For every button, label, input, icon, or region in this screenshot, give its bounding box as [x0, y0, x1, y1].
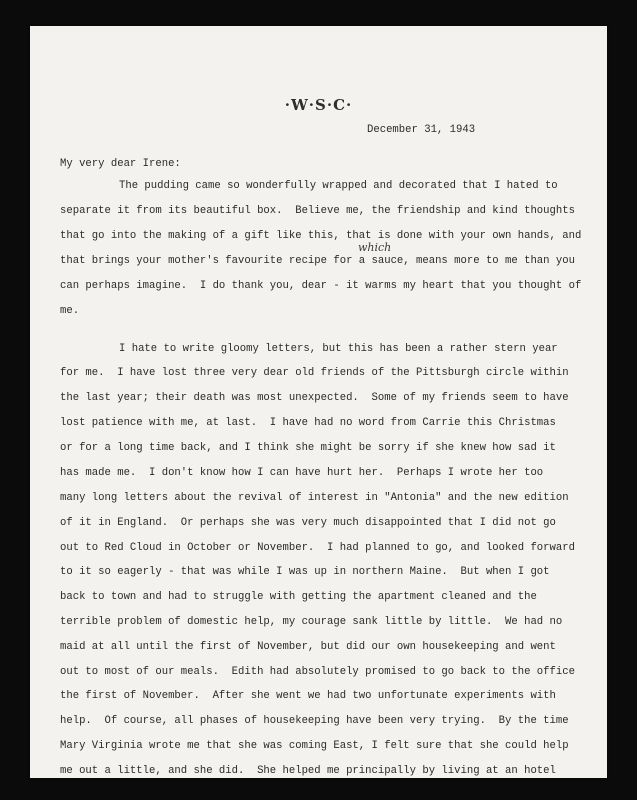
letter-line: me.	[60, 305, 80, 317]
letter-line: out to Red Cloud in October or November. I had planned to go, and looked forward	[60, 542, 575, 554]
letter-line: many long letters about the revival of interest in "Antonia" and the new edition	[60, 492, 569, 504]
letter-line: for me. I have lost three very dear old friends of the Pittsburgh circle within	[60, 367, 569, 379]
letter-page	[30, 26, 607, 778]
letter-line: to it so eagerly - that was while I was up in northern Maine. But when I got	[60, 566, 550, 578]
letter-line: of it in England. Or perhaps she was very much disappointed that I did not go	[60, 517, 556, 529]
letter-date: December 31, 1943	[367, 124, 476, 136]
letter-line: lost patience with me, at last. I have had no word from Carrie this Christmas	[60, 417, 556, 429]
letter-line: Mary Virginia wrote me that she was coming East, I felt sure that she could help	[60, 740, 569, 752]
letter-line: back to town and had to struggle with getting the apartment cleaned and the	[60, 591, 537, 603]
letter-line: that brings your mother's favourite recipe for a sauce, means more to me than you	[60, 255, 575, 267]
letter-line: maid at all until the first of November, but did our own housekeeping and went	[60, 641, 556, 653]
letter-line: me out a little, and she did. She helped me principally by living at an hotel	[60, 765, 556, 777]
letter-line: I hate to write gloomy letters, but this has been a rather stern year	[119, 343, 558, 355]
letter-line: the first of November. After she went we had two unfortunate experiments with	[60, 690, 556, 702]
letter-line: out to most of our meals. Edith had absolutely promised to go back to the office	[60, 666, 575, 678]
salutation: My very dear Irene:	[60, 158, 181, 170]
letter-line: or for a long time back, and I think she might be sorry if she knew how sad it	[60, 442, 556, 454]
letter-line: terrible problem of domestic help, my courage sank little by little. We had no	[60, 616, 563, 628]
letter-line: the last year; their death was most unexpected. Some of my friends seem to have	[60, 392, 569, 404]
letter-line: that go into the making of a gift like this, that is done with your own hands, and	[60, 230, 582, 242]
letter-line: can perhaps imagine. I do thank you, dear - it warms my heart that you thought of	[60, 280, 582, 292]
letter-line: has made me. I don't know how I can have hurt her. Perhaps I wrote her too	[60, 467, 544, 479]
letter-line: help. Of course, all phases of housekeeping have been very trying. By the time	[60, 715, 569, 727]
letter-line: separate it from its beautiful box. Believe me, the friendship and kind thoughts	[60, 205, 575, 217]
letterhead-monogram: ·W·S·C·	[284, 96, 353, 114]
letter-line: The pudding came so wonderfully wrapped and decorated that I hated to	[119, 180, 558, 192]
handwritten-correction: which	[358, 241, 392, 254]
